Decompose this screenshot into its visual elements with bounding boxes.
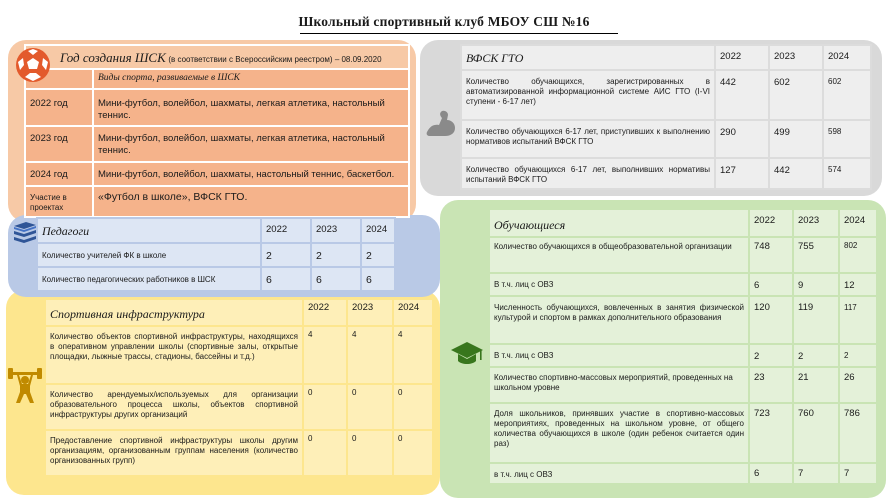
students-value: 7 — [793, 463, 839, 484]
founding-year: 2024 год — [25, 162, 93, 186]
students-value: 9 — [793, 273, 839, 296]
year-header: 2023 — [347, 299, 393, 326]
infrastructure-value: 0 — [393, 430, 433, 476]
gto-value: 602 — [769, 70, 823, 120]
teachers-value: 2 — [261, 243, 311, 267]
students-value: 723 — [749, 403, 793, 463]
students-value: 760 — [793, 403, 839, 463]
flexed-arm-icon — [424, 106, 458, 140]
students-value: 6 — [749, 463, 793, 484]
gto-value: 499 — [769, 120, 823, 158]
year-header: 2023 — [769, 45, 823, 70]
gto-value: 442 — [769, 158, 823, 189]
founding-table — [24, 44, 410, 218]
gto-value: 574 — [823, 158, 871, 189]
infrastructure-value: 4 — [393, 326, 433, 384]
gto-value: 127 — [715, 158, 769, 189]
weightlifter-icon — [6, 366, 44, 406]
founding-sports: Мини-футбол, волейбол, шахматы, легкая атлетика, настольный теннис. — [93, 126, 409, 162]
page-title: Школьный спортивный клуб МБОУ СШ №16 — [298, 14, 590, 29]
students-value: 23 — [749, 367, 793, 403]
gto-value: 602 — [823, 70, 871, 120]
teachers-value: 2 — [311, 243, 361, 267]
year-header: 2022 — [303, 299, 347, 326]
teachers-value: 2 — [361, 243, 395, 267]
graduation-cap-icon — [450, 340, 484, 368]
gto-title: ВФСК ГТО — [461, 45, 715, 70]
infrastructure-row-label: Предоставление спортивной инфраструктуры школы другим организациям, организованным группам населения (количество организованных групп) — [45, 430, 303, 476]
founding-label: Год создания ШСК — [60, 50, 166, 65]
infrastructure-value: 0 — [347, 430, 393, 476]
gto-row-label: Количество обучающихся 6-17 лет, выполнивших нормативы испытаний ВФСК ГТО — [461, 158, 715, 189]
sports-header: Виды спорта, развиваемые в ШСК — [93, 69, 409, 89]
founding-year: 2022 год — [25, 89, 93, 126]
students-value: 2 — [749, 344, 793, 367]
infrastructure-value: 0 — [347, 384, 393, 430]
students-value: 119 — [793, 296, 839, 344]
students-row-label: в т.ч. лиц с ОВЗ — [489, 463, 749, 484]
year-header: 2022 — [261, 218, 311, 243]
students-value: 748 — [749, 237, 793, 273]
students-value: 26 — [839, 367, 877, 403]
projects-value: «Футбол в школе», ВФСК ГТО. — [93, 186, 409, 217]
year-header: 2023 — [311, 218, 361, 243]
infrastructure-row-label: Количество арендуемых/используемых для организации образовательного процесса школы, объектов спортивной инфраструктуры других организаций — [45, 384, 303, 430]
students-value: 7 — [839, 463, 877, 484]
gto-row-label: Количество обучающихся 6-17 лет, приступивших к выполнению нормативов испытаний ВФСК ГТО — [461, 120, 715, 158]
students-row-label: Количество обучающихся в общеобразовательной организации — [489, 237, 749, 273]
infrastructure-table — [44, 298, 434, 477]
students-value: 120 — [749, 296, 793, 344]
year-header: 2022 — [715, 45, 769, 70]
founding-year: 2023 год — [25, 126, 93, 162]
students-row-label: Доля школьников, принявших участие в спортивно-массовых мероприятиях, проведенных на школьном уровне, от общего количества обучающихся в школе (один ребенок считается один раз) — [489, 403, 749, 463]
students-row-label: Количество спортивно-массовых мероприятий, проведенных на школьном уровне — [489, 367, 749, 403]
books-stack-icon — [12, 220, 38, 246]
infrastructure-value: 4 — [303, 326, 347, 384]
year-header: 2023 — [793, 209, 839, 237]
year-header: 2024 — [823, 45, 871, 70]
founding-sports: Мини-футбол, волейбол, шахматы, настольный теннис, баскетбол. — [93, 162, 409, 186]
students-value: 802 — [839, 237, 877, 273]
year-header: 2024 — [393, 299, 433, 326]
teachers-row-label: Количество педагогических работников в ШСК — [37, 267, 261, 291]
students-value: 755 — [793, 237, 839, 273]
infrastructure-value: 0 — [303, 384, 347, 430]
teachers-value: 6 — [361, 267, 395, 291]
teachers-title: Педагоги — [37, 218, 261, 243]
teachers-table — [36, 217, 396, 292]
projects-label: Участие в проектах — [25, 186, 93, 217]
infrastructure-value: 4 — [347, 326, 393, 384]
students-value: 786 — [839, 403, 877, 463]
soccer-ball-icon — [14, 46, 52, 84]
students-value: 2 — [839, 344, 877, 367]
infrastructure-row-label: Количество объектов спортивной инфраструктуры, находящихся в оперативном управлении школы (спортивные залы, открытые площадки, лыжные трассы, стадионы, бассейны и т.д.) — [45, 326, 303, 384]
infrastructure-value: 0 — [393, 384, 433, 430]
founding-note: (в соответствии с Всероссийским реестром) – 08.09.2020 — [168, 55, 382, 64]
year-header: 2024 — [839, 209, 877, 237]
students-value: 2 — [793, 344, 839, 367]
students-row-label: Численность обучающихся, вовлеченных в занятия физической культурой и спортом в рамках дополнительного образования — [489, 296, 749, 344]
students-row-label: В т.ч. лиц с ОВЗ — [489, 273, 749, 296]
year-header: 2024 — [361, 218, 395, 243]
gto-value: 290 — [715, 120, 769, 158]
title-underline — [300, 33, 618, 34]
gto-value: 442 — [715, 70, 769, 120]
teachers-row-label: Количество учителей ФК в школе — [37, 243, 261, 267]
infrastructure-title: Спортивная инфраструктура — [45, 299, 303, 326]
students-value: 21 — [793, 367, 839, 403]
students-value: 12 — [839, 273, 877, 296]
gto-row-label: Количество обучающихся, зарегистрированных в автоматизированной информационной системе АИС ГТО (I-VI ступени - 6-17 лет) — [461, 70, 715, 120]
students-table — [488, 208, 878, 485]
students-title: Обучающиеся — [489, 209, 749, 237]
students-value: 117 — [839, 296, 877, 344]
infrastructure-value: 0 — [303, 430, 347, 476]
teachers-value: 6 — [261, 267, 311, 291]
students-row-label: В т.ч. лиц с ОВЗ — [489, 344, 749, 367]
founding-sports: Мини-футбол, волейбол, шахматы, легкая атлетика, настольный теннис. — [93, 89, 409, 126]
gto-table — [460, 44, 872, 190]
gto-value: 598 — [823, 120, 871, 158]
year-header: 2022 — [749, 209, 793, 237]
students-value: 6 — [749, 273, 793, 296]
teachers-value: 6 — [311, 267, 361, 291]
